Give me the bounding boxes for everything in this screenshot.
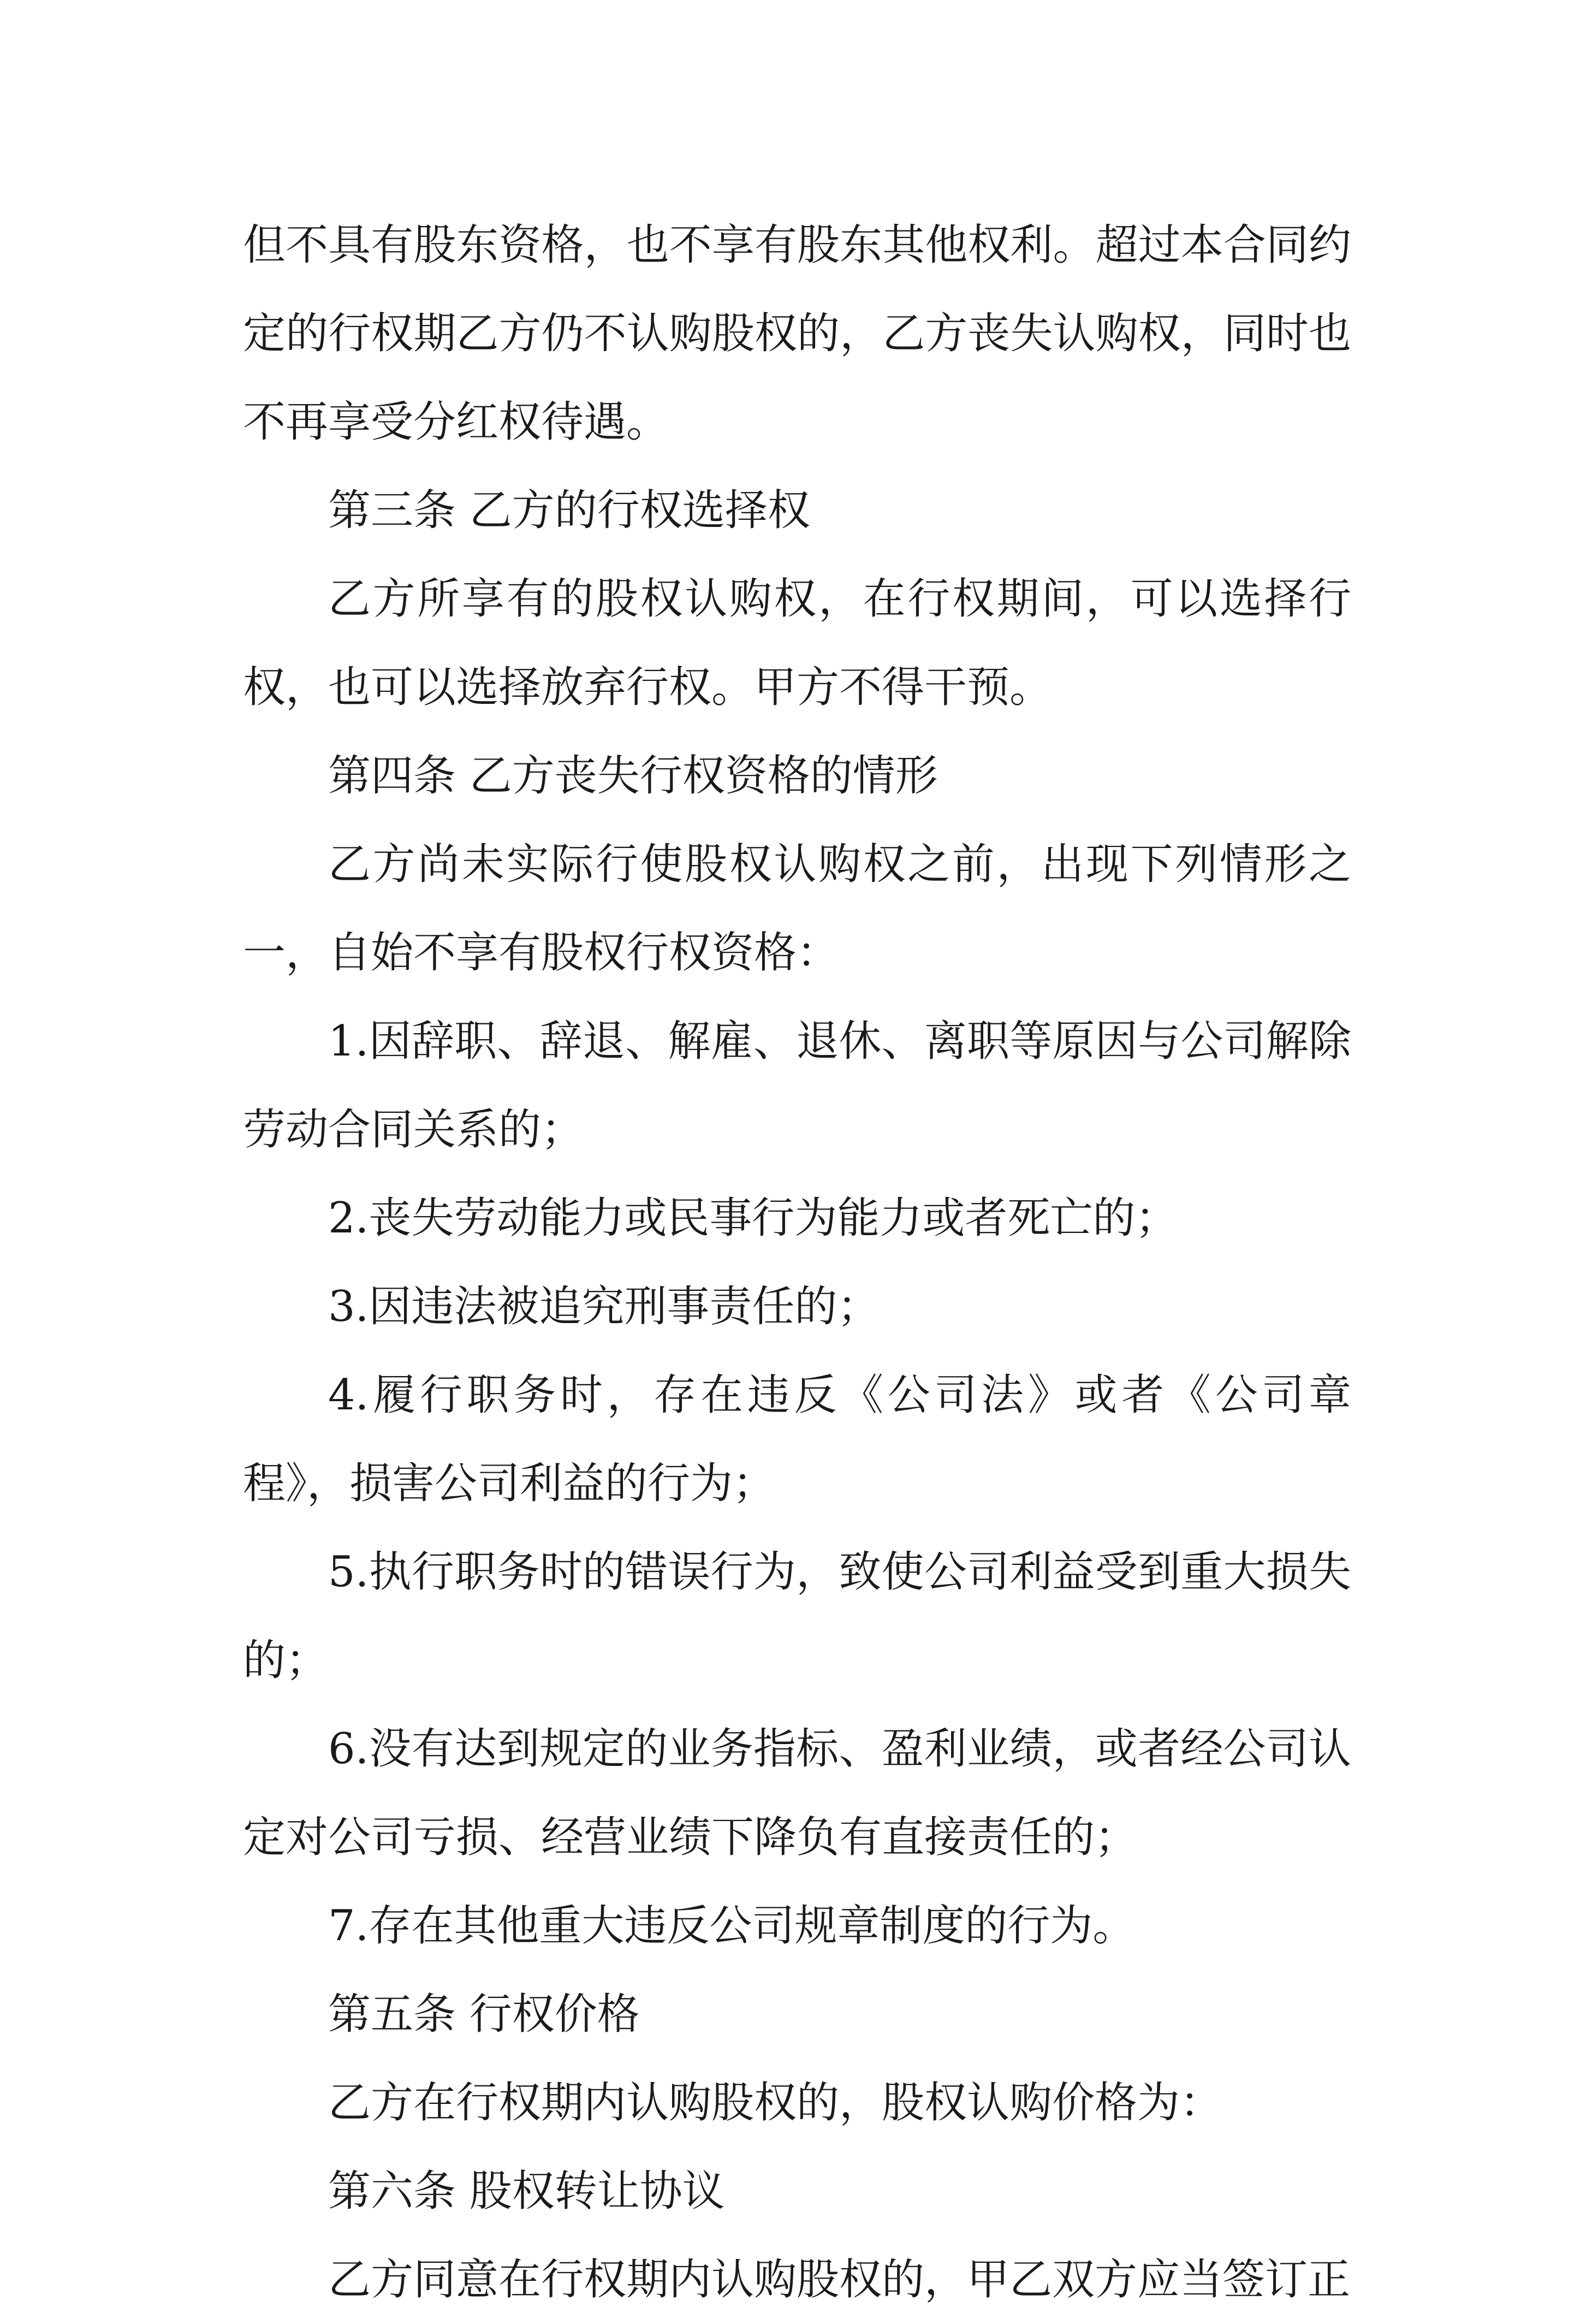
paragraph-exercise-choice: 乙方所享有的股权认购权，在行权期间，可以选择行权，也可以选择放弃行权。甲方不得干预。 xyxy=(243,574,1351,712)
list-item-6: 6.没有达到规定的业务指标、盈利业绩，或者经公司认定对公司亏损、经营业绩下降负有直接责任的； xyxy=(243,1724,1351,1862)
article-6-heading: 第六条 股权转让协议 xyxy=(328,2167,725,2216)
list-item-3: 3.因违法被追究刑事责任的； xyxy=(328,1282,880,1331)
paragraph-continuation: 但不具有股东资格，也不享有股东其他权利。超过本合同约定的行权期乙方仍不认购股权的，乙方丧失认购权，同时也不再享受分红权待遇。 xyxy=(243,221,1351,447)
list-item-1: 1.因辞职、辞退、解雇、退休、离职等原因与公司解除劳动合同关系的； xyxy=(243,1017,1351,1154)
document-body xyxy=(243,201,1351,2324)
paragraph-transfer-agreement: 乙方同意在行权期内认购股权的，甲乙双方应当签订正 xyxy=(328,2255,1351,2304)
list-item-5: 5.执行职务时的错误行为，致使公司利益受到重大损失的； xyxy=(243,1548,1351,1685)
list-item-2: 2.丧失劳动能力或民事行为能力或者死亡的； xyxy=(328,1194,1178,1243)
list-item-4: 4.履行职务时，存在违反《公司法》或者《公司章程》，损害公司利益的行为； xyxy=(243,1371,1351,1508)
article-3-heading: 第三条 乙方的行权选择权 xyxy=(328,486,810,535)
paragraph-exercise-price: 乙方在行权期内认购股权的，股权认购价格为： xyxy=(328,2078,1223,2127)
paragraph-disqualification-intro: 乙方尚未实际行使股权认购权之前，出现下列情形之一，自始不享有股权行权资格： xyxy=(243,840,1351,977)
article-4-heading: 第四条 乙方丧失行权资格的情形 xyxy=(328,751,938,801)
list-item-7: 7.存在其他重大违反公司规章制度的行为。 xyxy=(328,1901,1136,1950)
article-5-heading: 第五条 行权价格 xyxy=(328,1990,640,2039)
